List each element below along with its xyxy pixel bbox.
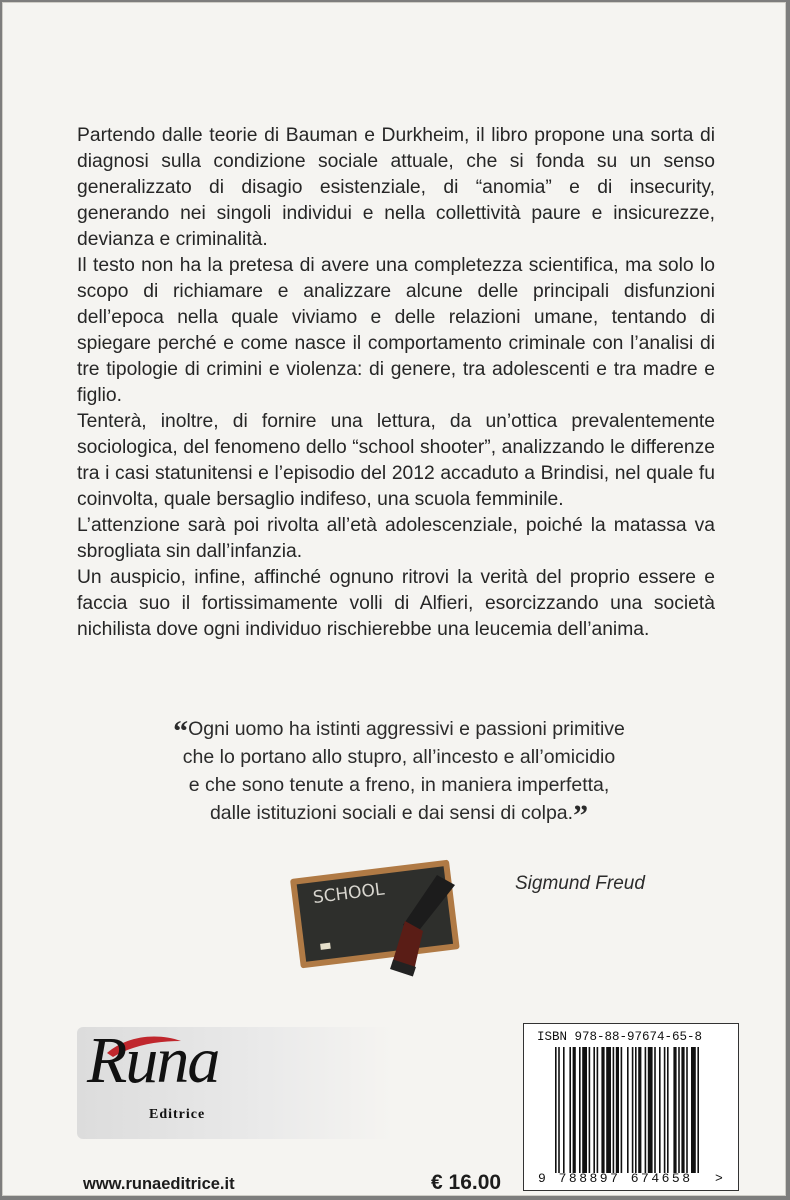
synopsis-paragraph: Un auspicio, infine, affinché ognuno ritrovi la verità del proprio essere e faccia suo il fortissimamente volli di Alfieri, esorcizzando una società nichilista dove ogni individuo rischierebbe una leucemia dell’anima.: [77, 567, 715, 640]
freud-quote: [109, 715, 689, 832]
quote-line: dalle istituzioni sociali e dai sensi di colpa.: [209, 802, 574, 824]
barcode-arrow: >: [715, 1171, 723, 1186]
close-quote-mark: ”: [573, 799, 589, 832]
chalk-word: SCHOOL: [311, 879, 386, 909]
price: € 16.00: [431, 1171, 502, 1194]
quote-line: che lo portano allo stupro, all’incesto e all’omicidio: [182, 746, 616, 768]
quote-line: Ogni uomo ha istinti aggressivi e passioni primitive: [188, 718, 625, 740]
synopsis-paragraph: Tenterà, inoltre, di fornire una lettura, da un’ottica prevalentemente sociologica, del fenomeno dello “school shooter”, analizzando le differenze tra i casi statunitensi e l’episodio del 2012 accaduto a Brindisi, nel quale fu coinvolta, quale bersaglio indifeso, una scuola femminile.: [77, 411, 715, 510]
quote-line: e che sono tenute a freno, in maniera imperfetta,: [188, 774, 610, 796]
synopsis-paragraph: Partendo dalle teorie di Bauman e Durkheim, il libro propone una sorta di diagnosi sulla condizione sociale attuale, che si fonda su un senso generalizzato di disagio esistenziale, di “anomia” e di insecurity, generando nei singoli individui e nella collettività paure e insicurezze, devianza e criminalità.: [77, 125, 715, 250]
quote-author: Sigmund Freud: [515, 873, 645, 894]
publisher-logo-sub: Editrice: [149, 1107, 206, 1122]
synopsis: [77, 123, 715, 643]
synopsis-paragraph: L’attenzione sarà poi rivolta all’età adolescenziale, poiché la matassa va sbrogliata sin dall’infanzia.: [77, 515, 715, 562]
back-cover: [2, 2, 786, 1196]
open-quote-mark: “: [173, 715, 189, 748]
chalkboard-gun-illustration: [287, 855, 463, 985]
barcode-digits: 9 788897 674658: [538, 1171, 693, 1186]
publisher-website[interactable]: www.runaeditrice.it: [83, 1175, 235, 1193]
barcode-image: [555, 1047, 715, 1173]
publisher-logo: Runa: [87, 1024, 219, 1097]
isbn-label: ISBN 978-88-97674-65-8: [537, 1030, 703, 1044]
synopsis-paragraph: Il testo non ha la pretesa di avere una completezza scientifica, ma solo lo scopo di richiamare e analizzare alcune delle principali disfunzioni dell’epoca nella quale viviamo e delle relazioni umane, tentando di spiegare perché e come nasce il comportamento criminale con l’analisi di tre tipologie di crimini e violenza: di genere, tra adolescenti e tra madre e figlio.: [77, 255, 715, 406]
